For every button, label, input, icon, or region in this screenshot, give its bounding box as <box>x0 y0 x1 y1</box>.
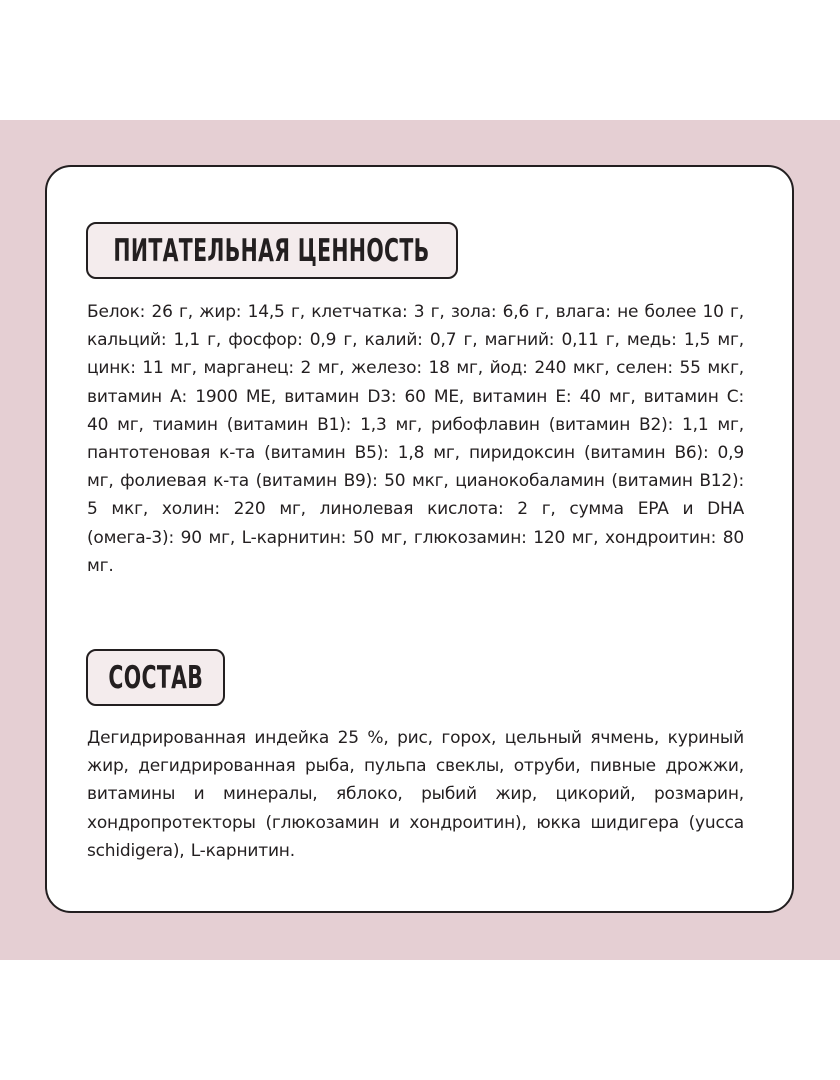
info-card <box>45 165 794 913</box>
composition-heading: СОСТАВ <box>108 659 203 696</box>
nutrition-heading-box <box>86 222 458 279</box>
nutrition-heading: ПИТАТЕЛЬНАЯ ЦЕННОСТЬ <box>113 232 431 269</box>
composition-heading-box <box>86 649 225 706</box>
composition-text: Дегидрированная индейка 25 %, рис, горох, цельный ячмень, куриный жир, дегидрированная рыба, пульпа свеклы, отруби, пивные дрожжи, витамины и минералы, яблоко, рыбий жир, цикорий, розмарин, хондропротекторы (глюкозамин и хондроитин), юкка шидигера (yucca schidigera), L-карнитин. <box>87 728 744 861</box>
nutrition-text: Белок: 26 г, жир: 14,5 г, клетчатка: 3 г, зола: 6,6 г, влага: не более 10 г, кальций: 1,1 г, фосфор: 0,9 г, калий: 0,7 г, магний: 0,11 г, медь: 1,5 мг, цинк: 11 мг, марганец: 2 мг, железо: 18 мг, йод: 240 мкг, селен: 55 мкг, витамин А: 1900 МЕ, витамин D3: 60 МЕ, витамин Е: 40 мг, витамин С: 40 мг, тиамин (витамин В1): 1,3 мг, рибофлавин (витамин В2): 1,1 мг, пантотеновая к-та (витамин В5): 1,8 мг, пиридоксин (витамин В6): 0,9 мг, фолиевая к-та (витамин В9): 50 мкг, цианокобаламин (витамин В12): 5 мкг, холин: 220 мг, линолевая кислота: 2 г, сумма EPA и DHA (омега-3): 90 мг, L-карнитин: 50 мг, глюкозамин: 120 мг, хондроитин: 80 мг. <box>87 302 744 576</box>
